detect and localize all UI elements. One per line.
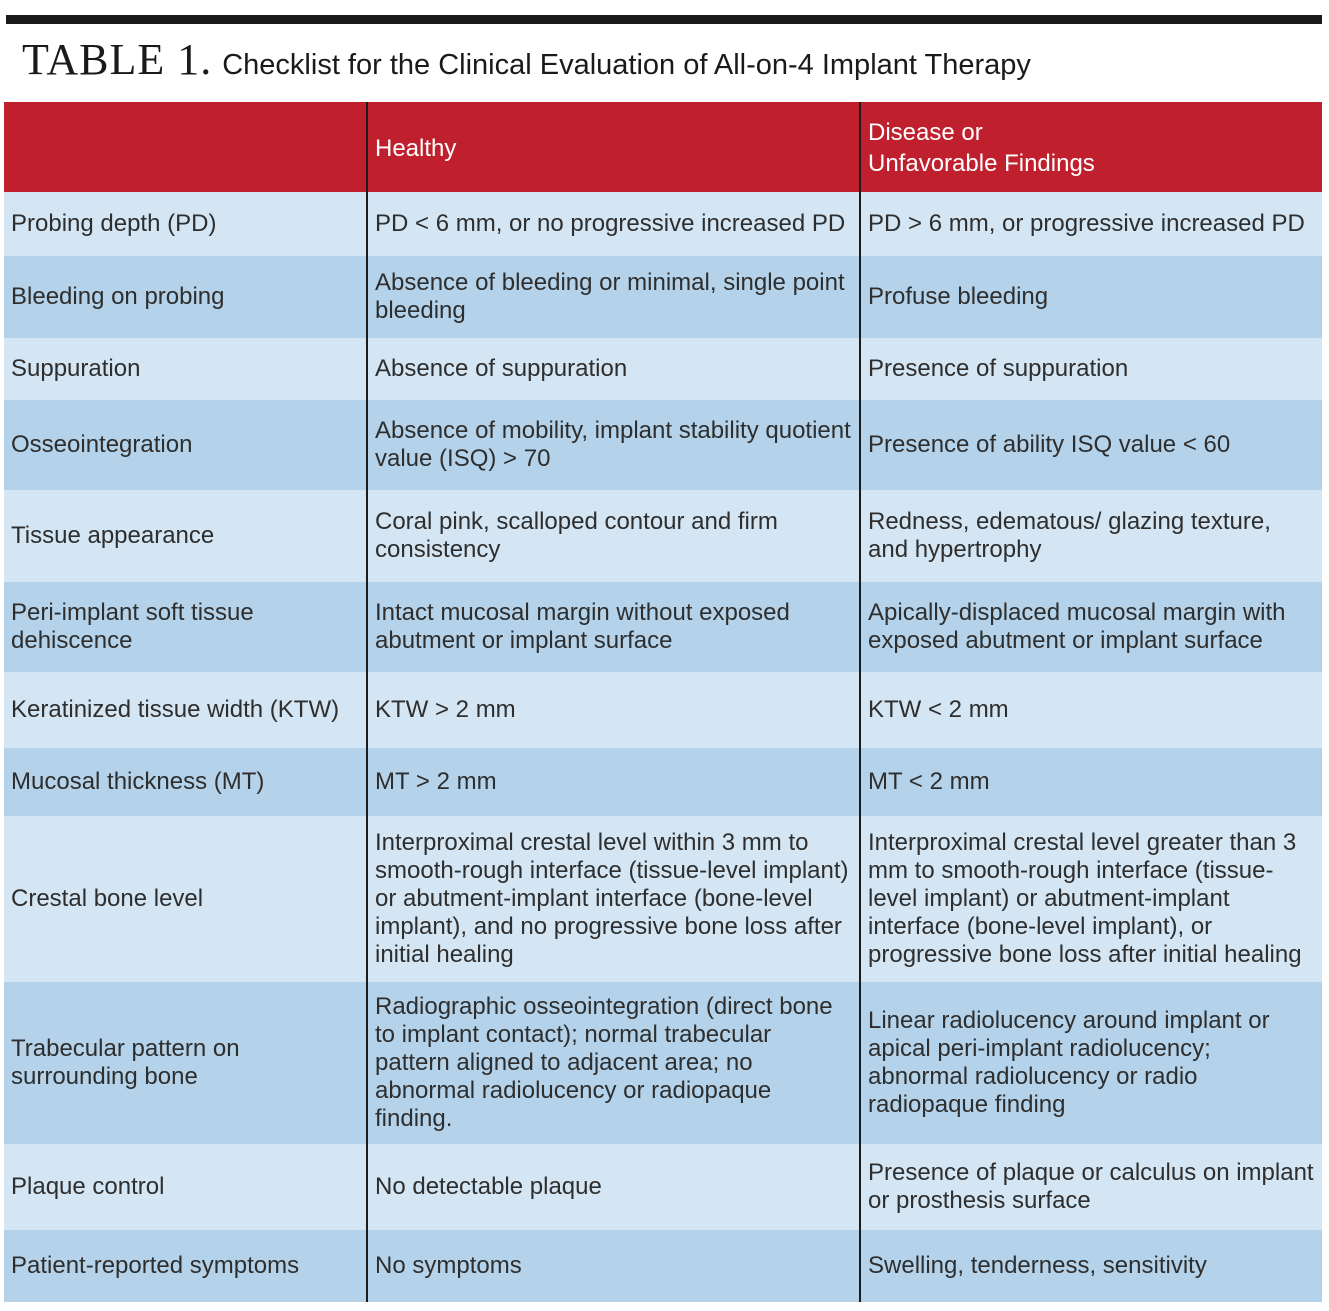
row-disease: Interproximal crestal level greater than 3 mm to smooth-rough interface (tissue-level implant) or abutment-implant interface (bone-level implant), or progressive bone loss after initial healing <box>860 816 1322 982</box>
header-parameter <box>4 102 367 192</box>
header-disease: Disease or Unfavorable Findings <box>860 102 1322 192</box>
table-row <box>4 748 1322 816</box>
header-healthy: Healthy <box>367 102 860 192</box>
row-disease: PD > 6 mm, or progressive increased PD <box>860 192 1322 256</box>
table-row <box>4 582 1322 672</box>
table-row <box>4 338 1322 400</box>
row-parameter: Mucosal thickness (MT) <box>4 748 367 816</box>
row-healthy: Radiographic osseointegration (direct bone to implant contact); normal trabecular pattern aligned to adjacent area; no abnormal radiolucency or radiopaque finding. <box>367 982 860 1144</box>
table-row <box>4 400 1322 490</box>
row-healthy: Intact mucosal margin without exposed abutment or implant surface <box>367 582 860 672</box>
table-row <box>4 982 1322 1144</box>
row-disease: KTW < 2 mm <box>860 672 1322 748</box>
table-header <box>4 102 1322 192</box>
row-disease: Swelling, tenderness, sensitivity <box>860 1230 1322 1302</box>
row-parameter: Probing depth (PD) <box>4 192 367 256</box>
row-parameter: Osseointegration <box>4 400 367 490</box>
row-disease: Redness, edematous/ glazing texture, and hypertrophy <box>860 490 1322 582</box>
evaluation-table <box>4 102 1322 1302</box>
top-rule <box>6 15 1322 24</box>
header-row <box>4 102 1322 192</box>
table-row <box>4 816 1322 982</box>
row-parameter: Plaque control <box>4 1144 367 1230</box>
row-disease: Profuse bleeding <box>860 256 1322 338</box>
row-disease: Linear radiolucency around implant or apical peri-implant radiolucency; abnormal radiolucency or radio radiopaque finding <box>860 982 1322 1144</box>
table-caption: Checklist for the Clinical Evaluation of All-on-4 Implant Therapy <box>222 49 1031 81</box>
row-healthy: Absence of mobility, implant stability quotient value (ISQ) > 70 <box>367 400 860 490</box>
row-healthy: KTW > 2 mm <box>367 672 860 748</box>
row-parameter: Bleeding on probing <box>4 256 367 338</box>
row-healthy: Absence of bleeding or minimal, single point bleeding <box>367 256 860 338</box>
row-parameter: Patient-reported symptoms <box>4 1230 367 1302</box>
row-parameter: Trabecular pattern on surrounding bone <box>4 982 367 1144</box>
row-healthy: Absence of suppuration <box>367 338 860 400</box>
row-parameter: Tissue appearance <box>4 490 367 582</box>
row-parameter: Keratinized tissue width (KTW) <box>4 672 367 748</box>
row-parameter: Crestal bone level <box>4 816 367 982</box>
table-row <box>4 672 1322 748</box>
row-disease: Presence of ability ISQ value < 60 <box>860 400 1322 490</box>
table-title <box>22 36 1031 94</box>
row-healthy: No detectable plaque <box>367 1144 860 1230</box>
row-parameter: Suppuration <box>4 338 367 400</box>
table-row <box>4 490 1322 582</box>
row-disease: Presence of suppuration <box>860 338 1322 400</box>
table-body <box>4 192 1322 1302</box>
row-disease: MT < 2 mm <box>860 748 1322 816</box>
table-row <box>4 192 1322 256</box>
row-healthy: Interproximal crestal level within 3 mm to smooth-rough interface (tissue-level implant) or abutment-implant interface (bone-level implant), and no progressive bone loss after initial healing <box>367 816 860 982</box>
row-healthy: Coral pink, scalloped contour and firm consistency <box>367 490 860 582</box>
table-row <box>4 1230 1322 1302</box>
row-disease: Apically-displaced mucosal margin with exposed abutment or implant surface <box>860 582 1322 672</box>
row-healthy: PD < 6 mm, or no progressive increased PD <box>367 192 860 256</box>
table-row <box>4 256 1322 338</box>
row-healthy: No symptoms <box>367 1230 860 1302</box>
row-disease: Presence of plaque or calculus on implant or prosthesis surface <box>860 1144 1322 1230</box>
table-row <box>4 1144 1322 1230</box>
row-healthy: MT > 2 mm <box>367 748 860 816</box>
table-number: TABLE 1. <box>22 35 213 84</box>
row-parameter: Peri-implant soft tissue dehiscence <box>4 582 367 672</box>
